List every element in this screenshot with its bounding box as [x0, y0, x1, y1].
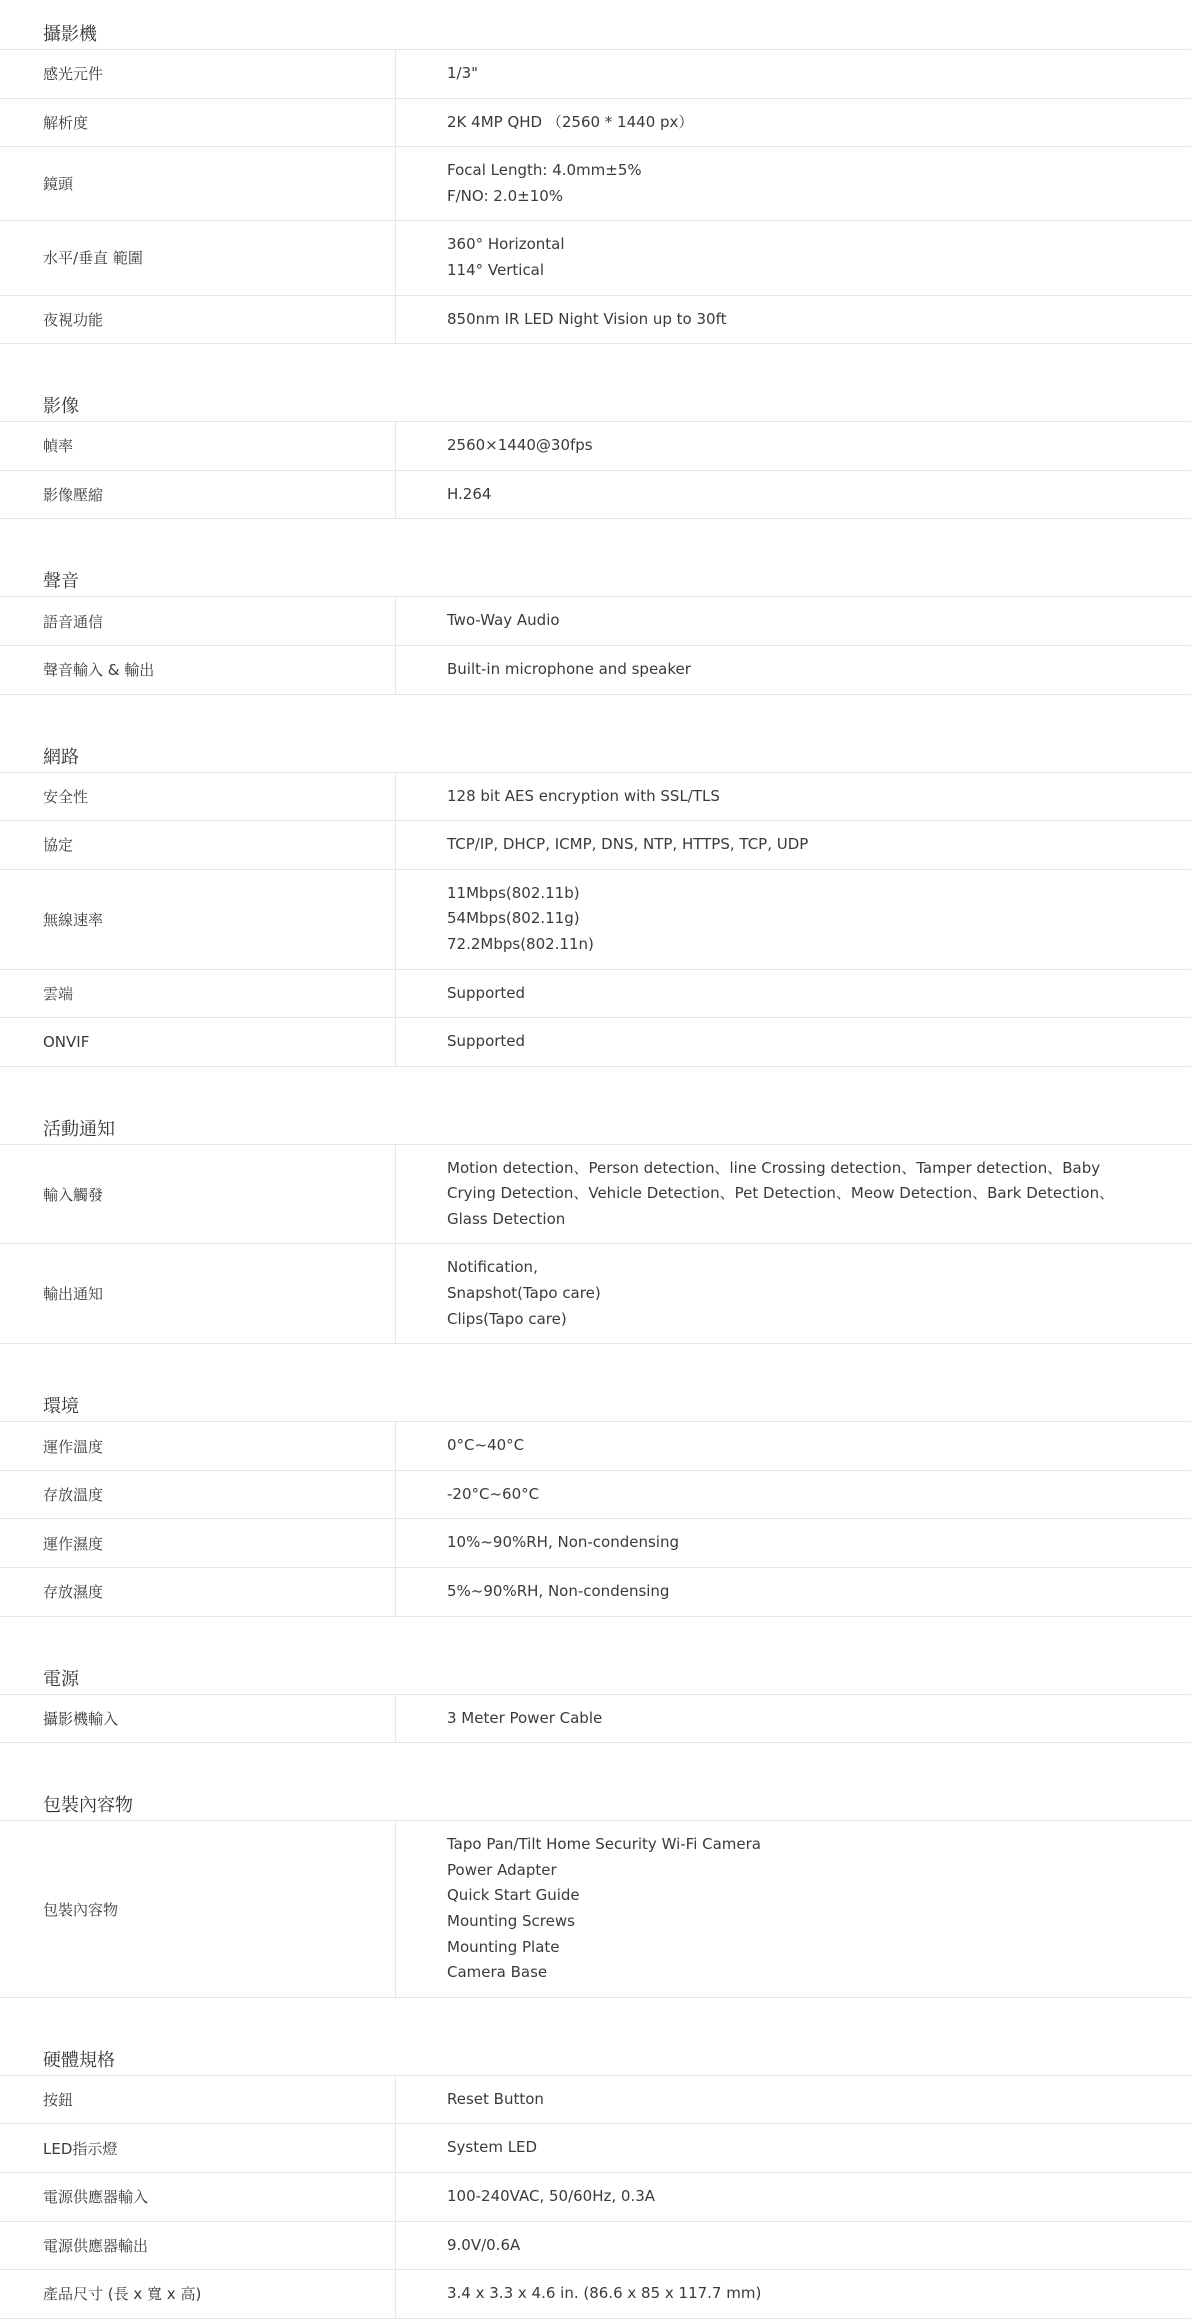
spec-row: [0, 2222, 1191, 2271]
spec-label: 電源供應器輸入: [0, 2173, 396, 2221]
section-title: 影像: [0, 372, 1191, 422]
section-title: 網路: [0, 723, 1191, 773]
section-title: 硬體規格: [0, 2026, 1191, 2076]
spec-value: [396, 646, 1191, 694]
spec-value-line: Tapo Pan/Tilt Home Security Wi-Fi Camera: [447, 1835, 761, 1854]
spec-row: [0, 2173, 1191, 2222]
section-spacer: [0, 1743, 1191, 1771]
spec-section: [0, 372, 1191, 547]
spec-value-line: Supported: [447, 1032, 526, 1051]
spec-value: [396, 821, 1191, 869]
spec-label: 鏡頭: [0, 147, 396, 220]
spec-label: LED指示燈: [0, 2124, 396, 2172]
spec-row: [0, 970, 1191, 1019]
spec-label: 電源供應器輸出: [0, 2222, 396, 2270]
spec-label: 包裝內容物: [0, 1821, 396, 1997]
spec-label: 聲音輸入 & 輸出: [0, 646, 396, 694]
spec-value: [396, 1471, 1191, 1519]
spec-value-line: Two-Way Audio: [447, 611, 560, 630]
spec-section: [0, 547, 1191, 722]
spec-value: [396, 1145, 1191, 1244]
spec-value: [396, 970, 1191, 1018]
spec-value-line: Motion detection、Person detection、line Crossing detection、Tamper detection、Baby Crying Detection、Vehicle Detection、Pet Detection、Meow Detection、Bark Detection、Glass Detection: [447, 1158, 1115, 1228]
spec-value-line: H.264: [447, 484, 492, 503]
spec-value-line: 100-240VAC, 50/60Hz, 0.3A: [447, 2186, 656, 2205]
spec-value-line: Snapshot(Tapo care): [447, 1284, 601, 1303]
spec-value-line: 1/3": [447, 64, 479, 82]
section-spacer: [0, 1998, 1191, 2026]
spec-label: 夜視功能: [0, 296, 396, 344]
spec-label: 攝影機輸入: [0, 1695, 396, 1743]
spec-value: [396, 2270, 1191, 2318]
spec-value-line: Supported: [447, 983, 526, 1002]
spec-value-line: Mounting Plate: [447, 1937, 560, 1956]
spec-label: 雲端: [0, 970, 396, 1018]
spec-label: 幀率: [0, 422, 396, 470]
spec-section: [0, 1771, 1191, 2026]
spec-label: 安全性: [0, 773, 396, 821]
spec-value-line: Notification,: [447, 1258, 538, 1277]
spec-label: 存放溫度: [0, 1471, 396, 1519]
spec-value-line: Clips(Tapo care): [447, 1309, 567, 1328]
spec-value: [396, 221, 1191, 294]
spec-value: [396, 1568, 1191, 1616]
spec-row: [0, 1145, 1191, 1245]
spec-value: [396, 147, 1191, 220]
spec-row: [0, 1821, 1191, 1998]
spec-label: 運作濕度: [0, 1519, 396, 1567]
spec-label: 存放濕度: [0, 1568, 396, 1616]
spec-value: [396, 2173, 1191, 2221]
spec-value-line: 850nm IR LED Night Vision up to 30ft: [447, 309, 727, 328]
spec-label: ONVIF: [0, 1018, 396, 1066]
spec-label: 解析度: [0, 99, 396, 147]
spec-row: [0, 646, 1191, 695]
section-title: 電源: [0, 1645, 1191, 1695]
spec-value: [396, 422, 1191, 470]
spec-row: [0, 2124, 1191, 2173]
spec-value: [396, 870, 1191, 969]
spec-section: [0, 723, 1191, 1095]
spec-row: [0, 2270, 1191, 2319]
section-spacer: [0, 1344, 1191, 1372]
spec-value-line: Camera Base: [447, 1963, 548, 1982]
spec-value-line: 54Mbps(802.11g): [447, 909, 580, 928]
spec-value-line: 5%~90%RH, Non-condensing: [447, 1582, 670, 1601]
spec-value: [396, 1695, 1191, 1743]
spec-value: [396, 773, 1191, 821]
spec-row: [0, 99, 1191, 148]
spec-value: [396, 296, 1191, 344]
spec-row: [0, 1695, 1191, 1744]
spec-value-line: 11Mbps(802.11b): [447, 883, 580, 902]
spec-value-line: 3 Meter Power Cable: [447, 1708, 603, 1727]
section-title: 包裝內容物: [0, 1771, 1191, 1821]
spec-row: [0, 2076, 1191, 2125]
spec-value: [396, 50, 1191, 98]
spec-label: 影像壓縮: [0, 471, 396, 519]
section-title: 環境: [0, 1372, 1191, 1422]
section-title: 活動通知: [0, 1095, 1191, 1145]
spec-value-line: 114° Vertical: [447, 260, 545, 279]
spec-row: [0, 471, 1191, 520]
spec-value: [396, 1422, 1191, 1470]
spec-value-line: Quick Start Guide: [447, 1886, 580, 1905]
spec-value: [396, 1018, 1191, 1066]
section-spacer: [0, 1617, 1191, 1645]
spec-row: [0, 597, 1191, 646]
spec-section: [0, 1645, 1191, 1772]
spec-value-line: 9.0V/0.6A: [447, 2235, 521, 2254]
spec-label: 輸入觸發: [0, 1145, 396, 1244]
spec-row: [0, 296, 1191, 345]
section-spacer: [0, 695, 1191, 723]
spec-value-line: F/NO: 2.0±10%: [447, 186, 564, 205]
spec-row: [0, 221, 1191, 295]
spec-row: [0, 1519, 1191, 1568]
spec-value: [396, 597, 1191, 645]
spec-row: [0, 1422, 1191, 1471]
spec-label: 產品尺寸 (長 x 寬 x 高): [0, 2270, 396, 2318]
spec-value: [396, 2076, 1191, 2124]
spec-row: [0, 422, 1191, 471]
spec-label: 按鈕: [0, 2076, 396, 2124]
spec-section: [0, 1372, 1191, 1644]
spec-row: [0, 147, 1191, 221]
spec-row: [0, 821, 1191, 870]
spec-value-line: 3.4 x 3.3 x 4.6 in. (86.6 x 85 x 117.7 mm): [447, 2284, 762, 2303]
spec-value: [396, 1821, 1191, 1997]
section-title: 攝影機: [0, 0, 1191, 50]
spec-value-line: System LED: [447, 2138, 538, 2157]
spec-label: 無線速率: [0, 870, 396, 969]
spec-row: [0, 1018, 1191, 1067]
spec-label: 輸出通知: [0, 1244, 396, 1343]
spec-row: [0, 1471, 1191, 1520]
section-spacer: [0, 344, 1191, 372]
spec-value-line: 360° Horizontal: [447, 235, 565, 254]
spec-row: [0, 50, 1191, 99]
spec-row: [0, 773, 1191, 822]
spec-value-line: Reset Button: [447, 2089, 544, 2108]
spec-label: 語音通信: [0, 597, 396, 645]
spec-value-line: Built-in microphone and speaker: [447, 659, 691, 678]
spec-value-line: TCP/IP, DHCP, ICMP, DNS, NTP, HTTPS, TCP, UDP: [447, 835, 809, 854]
spec-label: 感光元件: [0, 50, 396, 98]
spec-value: [396, 471, 1191, 519]
spec-value: [396, 1519, 1191, 1567]
spec-value: [396, 1244, 1191, 1343]
spec-label: 協定: [0, 821, 396, 869]
spec-row: [0, 1568, 1191, 1617]
spec-value-line: 2560×1440@30fps: [447, 436, 593, 455]
spec-value-line: 72.2Mbps(802.11n): [447, 934, 594, 953]
spec-row: [0, 1244, 1191, 1344]
spec-section: [0, 0, 1191, 372]
spec-value: [396, 2124, 1191, 2172]
spec-value-line: 2K 4MP QHD （2560 * 1440 px）: [447, 112, 694, 131]
spec-row: [0, 870, 1191, 970]
spec-section: [0, 2026, 1191, 2319]
spec-value-line: Power Adapter: [447, 1860, 557, 1879]
spec-section: [0, 1095, 1191, 1373]
spec-value-line: Mounting Screws: [447, 1912, 575, 1930]
spec-value-line: Focal Length: 4.0mm±5%: [447, 161, 642, 180]
section-title: 聲音: [0, 547, 1191, 597]
spec-value-line: -20°C~60°C: [447, 1484, 540, 1503]
spec-value-line: 128 bit AES encryption with SSL/TLS: [447, 786, 720, 805]
spec-label: 水平/垂直 範圍: [0, 221, 396, 294]
section-spacer: [0, 519, 1191, 547]
spec-value-line: 10%~90%RH, Non-condensing: [447, 1533, 680, 1552]
spec-value-line: 0°C~40°C: [447, 1436, 525, 1455]
spec-value: [396, 99, 1191, 147]
section-spacer: [0, 1067, 1191, 1095]
spec-value: [396, 2222, 1191, 2270]
spec-label: 運作溫度: [0, 1422, 396, 1470]
